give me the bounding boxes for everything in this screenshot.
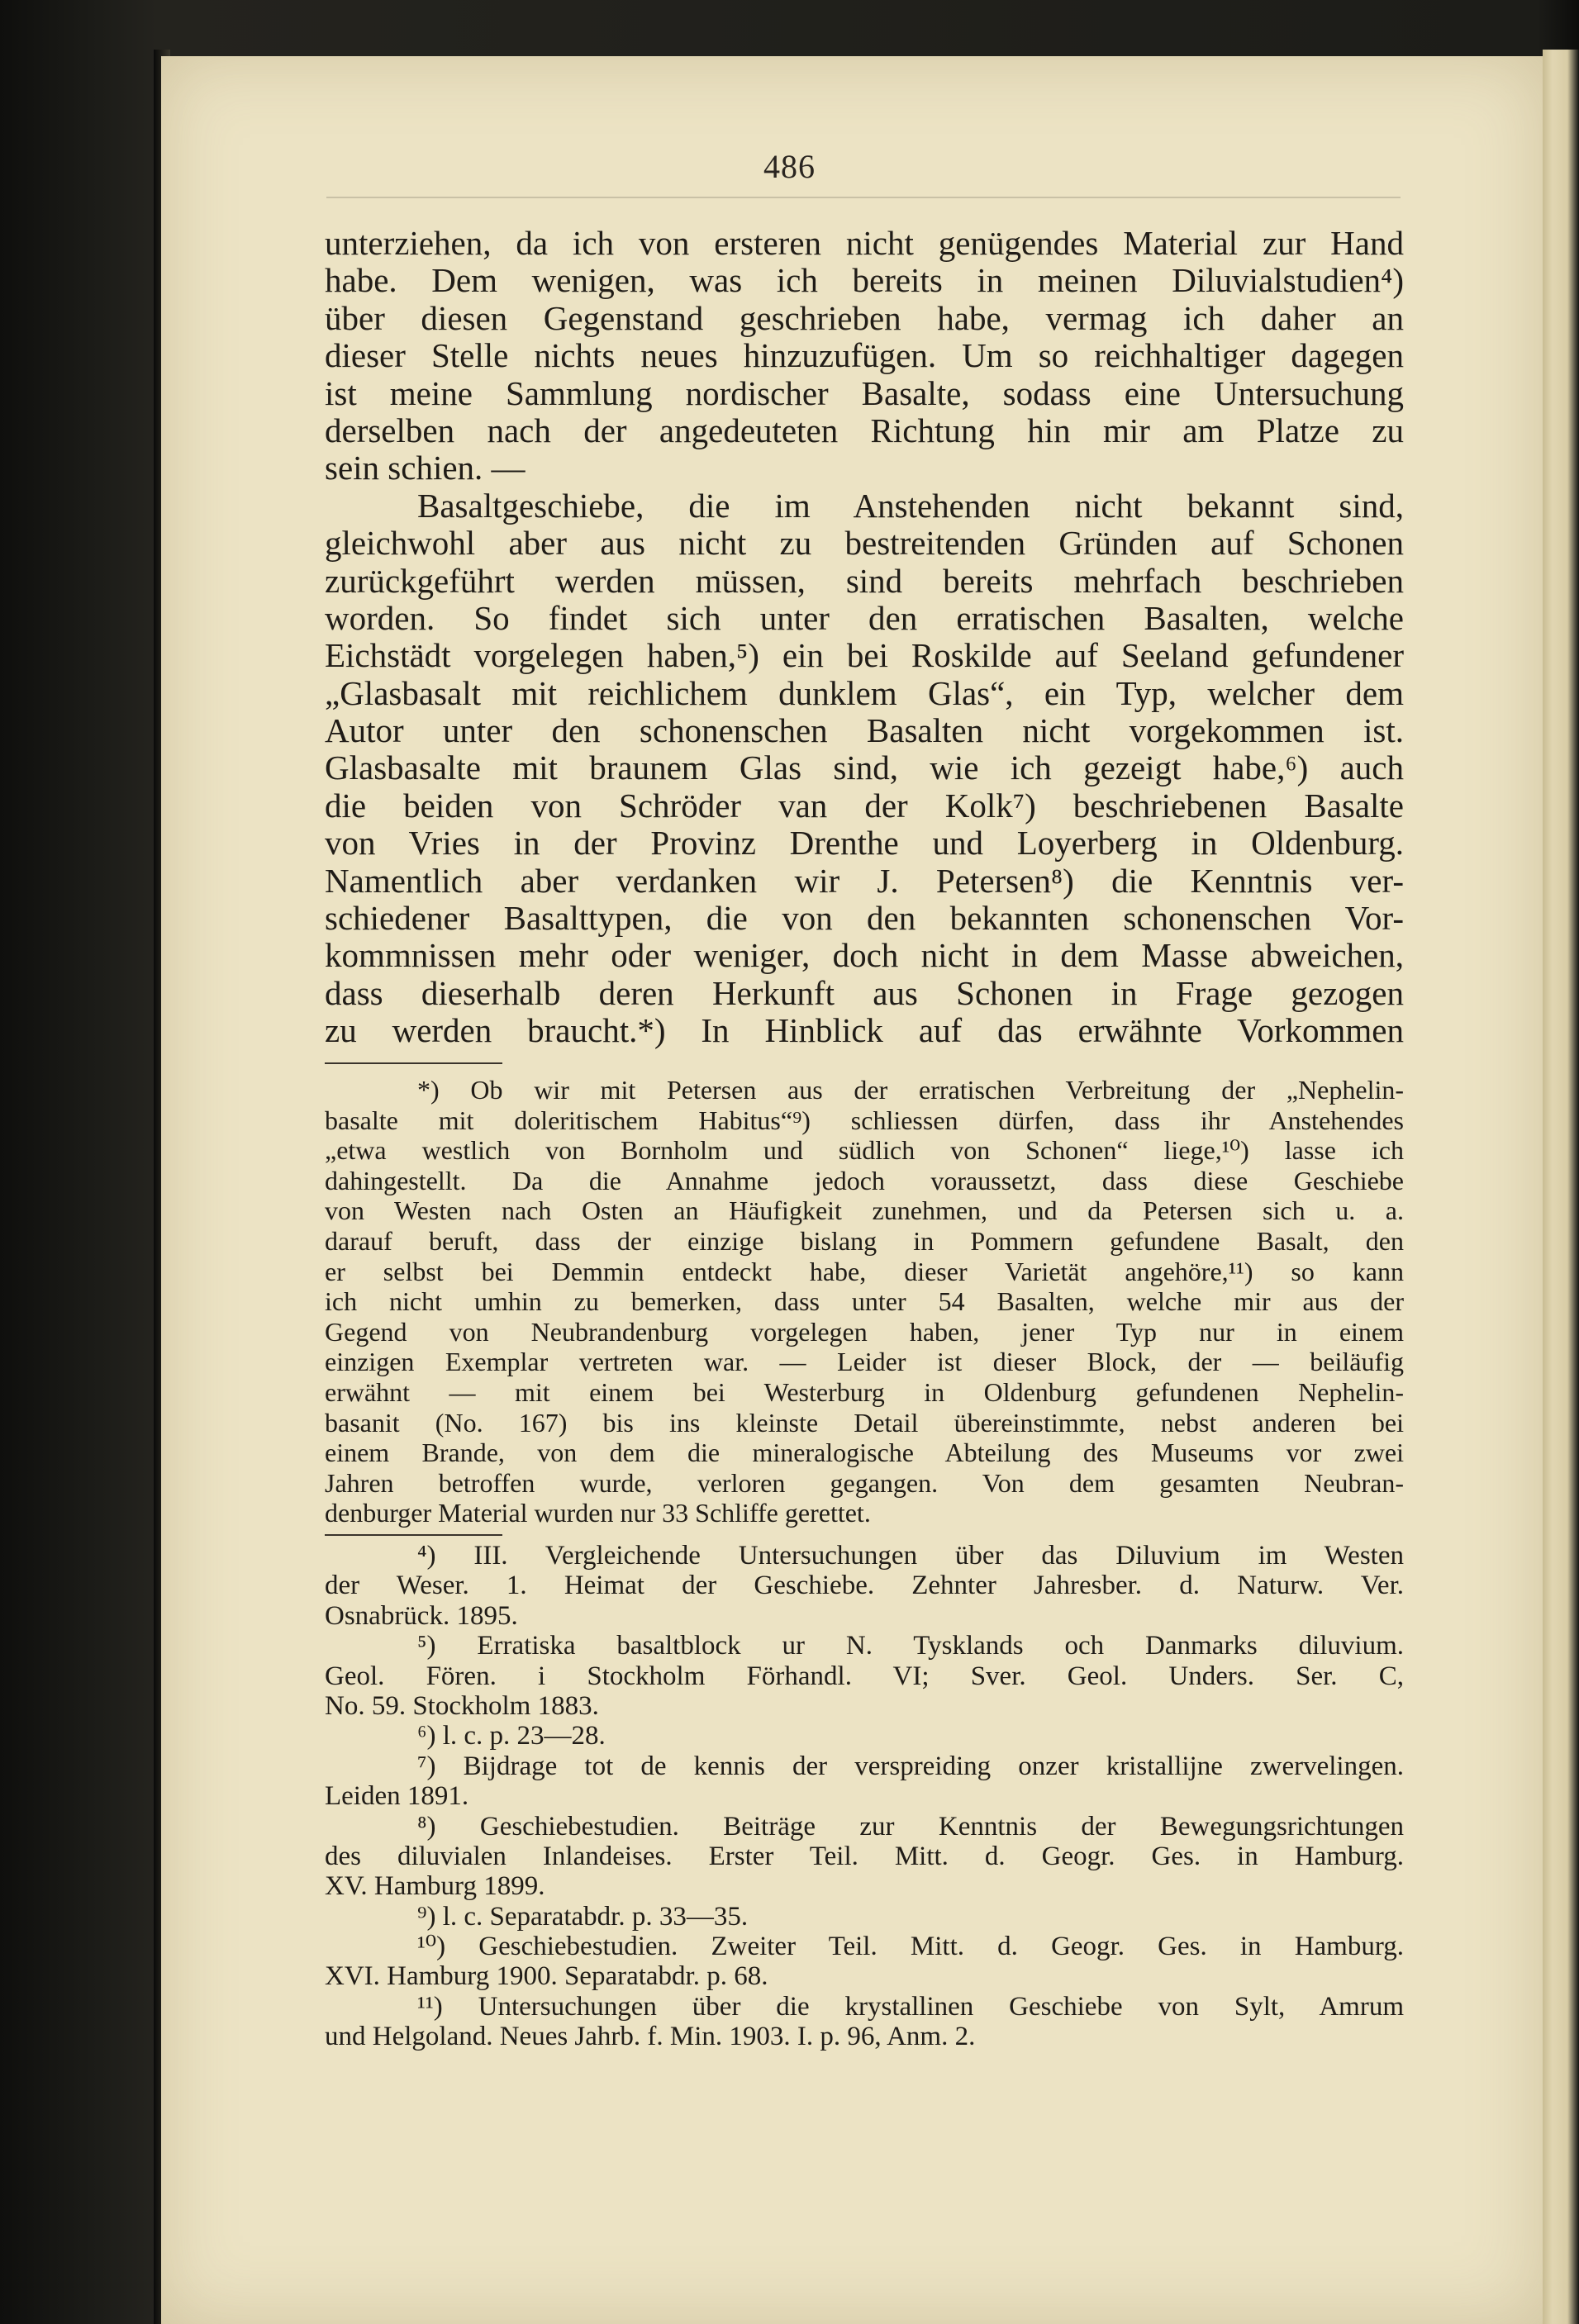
main-text bbox=[325, 225, 1404, 1050]
text-line: Autor unter den schonenschen Basalten nicht vorgekommen ist. bbox=[325, 711, 1404, 750]
text-line: habe. Dem wenigen, was ich bereits in meinen Diluvialstudien⁴) bbox=[325, 261, 1404, 300]
footnote-line: von Westen nach Osten an Häufigkeit zunehmen, und da Petersen sich u. a. bbox=[325, 1195, 1404, 1226]
reference-line: XV. Hamburg 1899. bbox=[325, 1871, 545, 1902]
references-rule bbox=[325, 1534, 502, 1536]
text-line: dass dieserhalb deren Herkunft aus Schonen in Frage gezogen bbox=[325, 973, 1404, 1012]
header-rule bbox=[326, 197, 1401, 198]
text-line: Glasbasalte mit braunem Glas sind, wie ich gezeigt habe,⁶) auch bbox=[325, 749, 1404, 787]
footnote-line: einzigen Exemplar vertreten war. — Leider ist dieser Block, der — beiläufig bbox=[325, 1347, 1404, 1377]
references bbox=[325, 1541, 1404, 2052]
footnote-line: denburger Material wurden nur 33 Schliffe gerettet. bbox=[325, 1498, 871, 1528]
footnote-line: basanit (No. 167) bis ins kleinste Detail übereinstimmte, nebst anderen bei bbox=[325, 1407, 1404, 1438]
footnote-line: *) Ob wir mit Petersen aus der erratischen Verbreitung der „Nephelin- bbox=[417, 1075, 1404, 1105]
reference-line: ⁹) l. c. Separatabdr. p. 33—35. bbox=[417, 1901, 749, 1932]
footnote-line: Gegend von Neubrandenburg vorgelegen haben, jener Typ nur in einem bbox=[325, 1316, 1404, 1347]
text-line: Basaltgeschiebe, die im Anstehenden nicht bekannt sind, bbox=[417, 486, 1404, 525]
reference-line: ⁵) Erratiska basaltblock ur N. Tysklands och Danmarks diluvium. bbox=[417, 1631, 1404, 1661]
text-line: über diesen Gegenstand geschrieben habe, vermag ich daher an bbox=[325, 298, 1404, 337]
text-line: derselben nach der angedeuteten Richtung hin mir am Platze zu bbox=[325, 411, 1404, 449]
text-line: die beiden von Schröder van der Kolk⁷) beschriebenen Basalte bbox=[325, 786, 1404, 825]
footnote-line: erwähnt — mit einem bei Westerburg in Oldenburg gefundenen Nephelin- bbox=[325, 1376, 1404, 1407]
reference-line: ⁴) III. Vergleichende Untersuchungen über das Diluvium im Westen bbox=[417, 1541, 1404, 1571]
footnote-rule bbox=[325, 1062, 502, 1064]
text-line: ist meine Sammlung nordischer Basalte, sodass eine Untersuchung bbox=[325, 373, 1404, 412]
text-line: gleichwohl aber aus nicht zu bestreitenden Gründen auf Schonen bbox=[325, 524, 1404, 563]
reference-line: No. 59. Stockholm 1883. bbox=[325, 1690, 599, 1721]
reference-line: ⁸) Geschiebestudien. Beiträge zur Kenntnis der Bewegungsrichtungen bbox=[417, 1811, 1404, 1842]
text-line: „Glasbasalt mit reichlichem dunklem Glas“, ein Typ, welcher dem bbox=[325, 673, 1404, 712]
text-line: zurückgeführt werden müssen, sind bereits mehrfach beschrieben bbox=[325, 561, 1404, 600]
text-line: von Vries in der Provinz Drenthe und Loyerberg in Oldenburg. bbox=[325, 824, 1404, 863]
footnote-line: ich nicht umhin zu bemerken, dass unter 54 Basalten, welche mir aus der bbox=[325, 1286, 1404, 1317]
footnote-line: er selbst bei Demmin entdeckt habe, dieser Varietät angehöre,¹¹) so kann bbox=[325, 1256, 1404, 1286]
page-edge bbox=[1543, 50, 1579, 2324]
footnote-line: „etwa westlich von Bornholm und südlich von Schonen“ liege,¹⁰) lasse ich bbox=[325, 1135, 1404, 1166]
text-line: schiedener Basalttypen, die von den bekannten schonenschen Vor- bbox=[325, 899, 1404, 938]
reference-line: Osnabrück. 1895. bbox=[325, 1600, 518, 1631]
footnote-line: basalte mit doleritischem Habitus“⁹) schliessen dürfen, dass ihr Anstehendes bbox=[325, 1105, 1404, 1135]
footnote-line: dahingestellt. Da die Annahme jedoch voraussetzt, dass diese Geschiebe bbox=[325, 1165, 1404, 1195]
text-line: sein schien. — bbox=[325, 449, 526, 487]
text-line: Namentlich aber verdanken wir J. Petersen⁸) die Kenntnis ver- bbox=[325, 861, 1404, 900]
reference-line: Leiden 1891. bbox=[325, 1781, 469, 1812]
reference-line: ¹¹) Untersuchungen über die krystallinen Geschiebe von Sylt, Amrum bbox=[417, 1991, 1404, 2022]
reference-line: ⁷) Bijdrage tot de kennis der verspreiding onzer kristallijne zwervelingen. bbox=[417, 1751, 1404, 1781]
reference-line: XVI. Hamburg 1900. Separatabdr. p. 68. bbox=[325, 1961, 768, 1992]
footnote-star bbox=[325, 1075, 1404, 1528]
text-line: kommnissen mehr oder weniger, doch nicht in dem Masse abweichen, bbox=[325, 936, 1404, 975]
reference-line: des diluvialen Inlandeises. Erster Teil. Mitt. d. Geogr. Ges. in Hamburg. bbox=[325, 1841, 1404, 1871]
footnote-line: einem Brande, von dem die mineralogische Abteilung des Museums vor zwei bbox=[325, 1438, 1404, 1468]
footnote-line: darauf beruft, dass der einzige bislang in Pommern gefundene Basalt, den bbox=[325, 1225, 1404, 1256]
text-line: unterziehen, da ich von ersteren nicht genügendes Material zur Hand bbox=[325, 224, 1404, 262]
text-line: zu werden braucht.*) In Hinblick auf das erwähnte Vorkommen bbox=[325, 1011, 1404, 1050]
reference-line: der Weser. 1. Heimat der Geschiebe. Zehnter Jahresber. d. Naturw. Ver. bbox=[325, 1571, 1404, 1601]
reference-line: ⁶) l. c. p. 23—28. bbox=[417, 1721, 606, 1751]
reference-line: ¹⁰) Geschiebestudien. Zweiter Teil. Mitt. d. Geogr. Ges. in Hamburg. bbox=[417, 1932, 1404, 1962]
text-line: Eichstädt vorgelegen haben,⁵) ein bei Roskilde auf Seeland gefundener bbox=[325, 636, 1404, 675]
text-line: dieser Stelle nichts neues hinzuzufügen. Um so reichhaltiger dagegen bbox=[325, 336, 1404, 375]
reference-line: Geol. Fören. i Stockholm Förhandl. VI; Sver. Geol. Unders. Ser. C, bbox=[325, 1661, 1404, 1691]
reference-line: und Helgoland. Neues Jahrb. f. Min. 1903. I. p. 96, Anm. 2. bbox=[325, 2022, 976, 2052]
page-number: 486 bbox=[763, 148, 816, 185]
footnote-line: Jahren betroffen wurde, verloren gegangen. Von dem gesamten Neubran- bbox=[325, 1467, 1404, 1498]
text-line: worden. So findet sich unter den erratischen Basalten, welche bbox=[325, 598, 1404, 637]
